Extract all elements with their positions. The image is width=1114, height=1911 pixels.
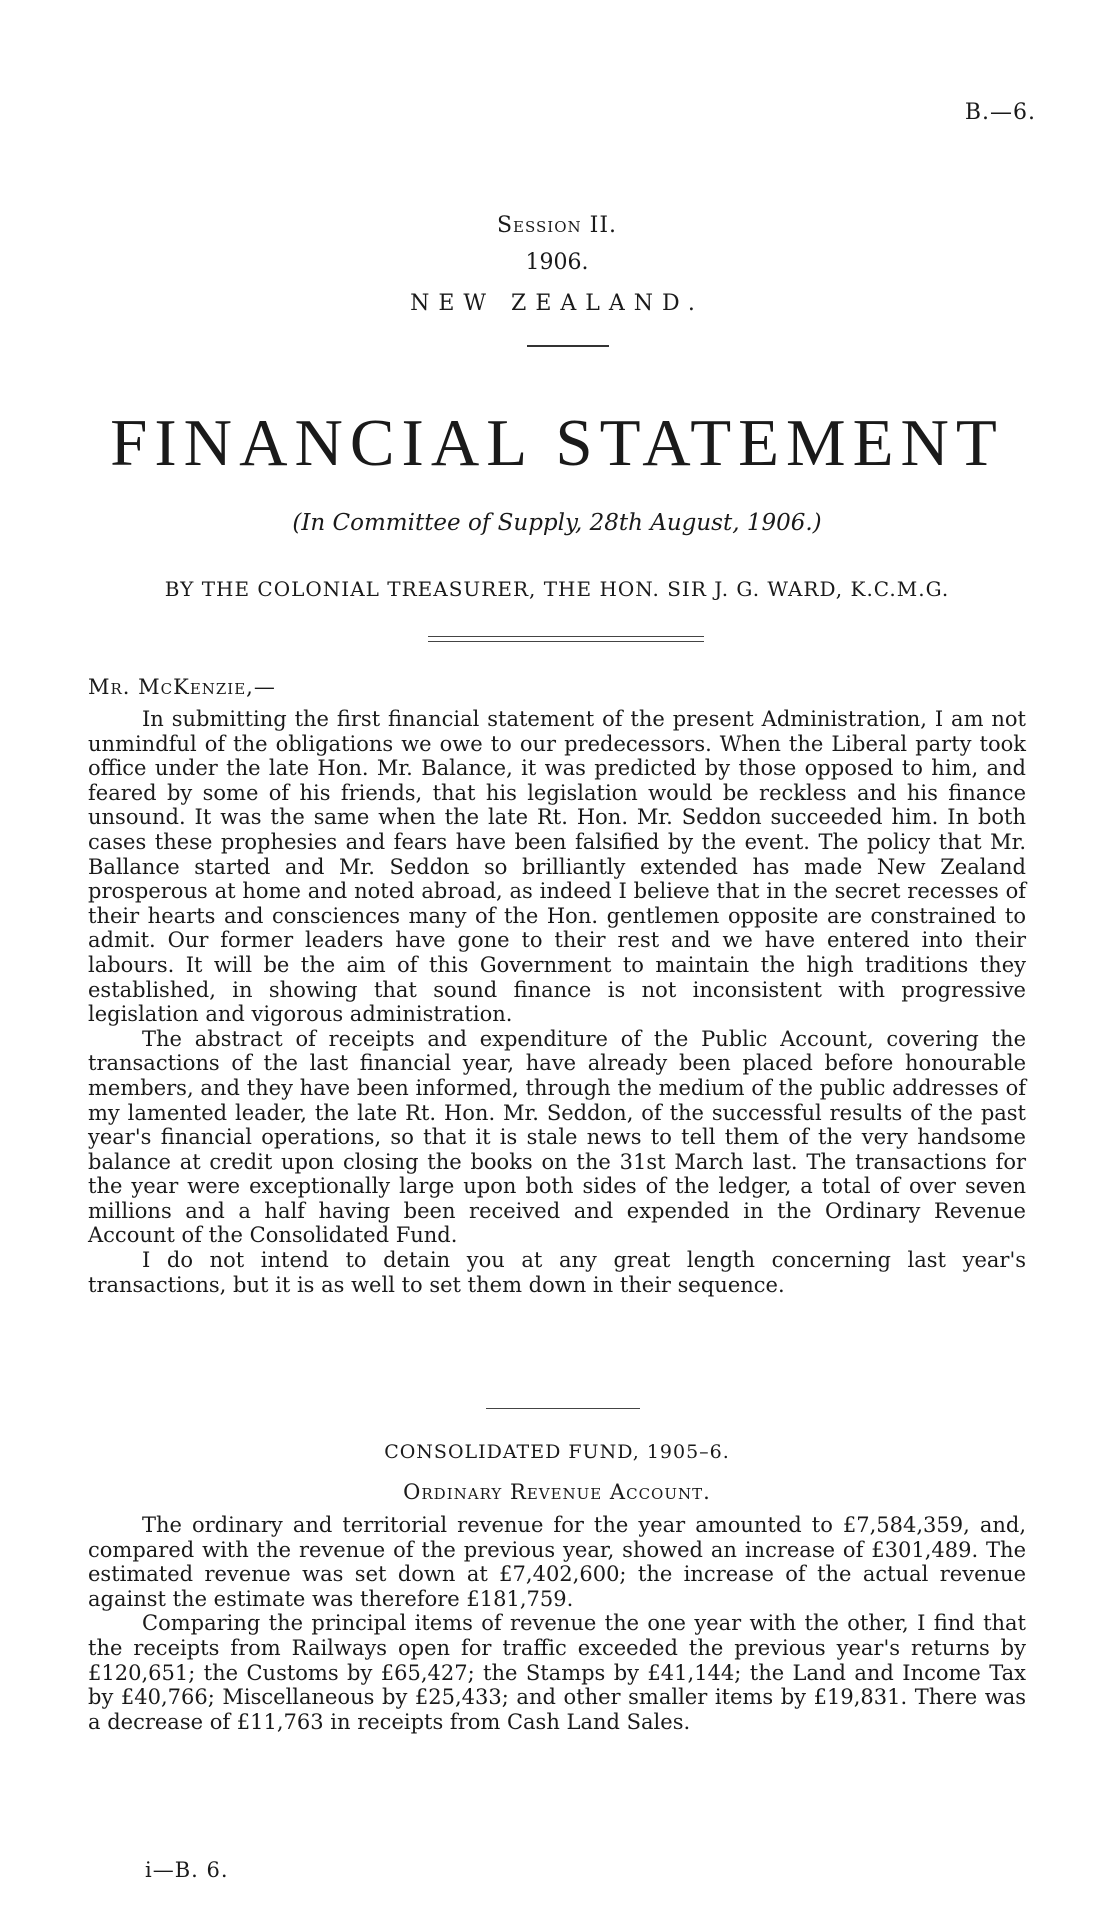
paragraph: The ordinary and territorial revenue for the year amounted to £7,584,359, and, compared with the revenue of the previous year, showed an increase of £301,489. The estimated revenue was set down at £7,402,600; the increase of the actual revenue against the estimate was therefore £181,759.: [88, 1513, 1026, 1611]
document-byline: BY THE COLONIAL TREASURER, THE HON. SIR J. G. WARD, K.C.M.G.: [164, 577, 950, 601]
year-label: 1906.: [525, 250, 589, 275]
footer-page-reference: i—B. 6.: [145, 1858, 229, 1882]
section-heading: CONSOLIDATED FUND, 1905–6.: [384, 1441, 730, 1463]
country-label: NEW ZEALAND.: [410, 291, 704, 316]
paragraph: In submitting the first financial statement of the present Administration, I am not unmindful of the obligations we owe to our predecessors. When the Liberal party took office under the late Hon. Mr. Balance, it was predicted by those opposed to him, and feared by some of his friends, that his legislation would be reckless and his finance unsound. It was the same when the late Rt. Hon. Mr. Seddon succeeded him. In both cases these prophesies and fears have been falsified by the event. The policy that Mr. Ballance started and Mr. Seddon so brilliantly extended has made New Zealand prosperous at home and noted abroad, as indeed I believe that in the secret recesses of their hearts and consciences many of the Hon. gentlemen opposite are constrained to admit. Our former leaders have gone to their rest and we have entered into their labours. It will be the aim of this Government to maintain the high traditions they established, in showing that sound finance is not inconsistent with progressive legislation and vigorous administration.: [88, 707, 1026, 1027]
section-subheading: Ordinary Revenue Account.: [403, 1480, 711, 1504]
page-reference: B.—6.: [964, 100, 1036, 125]
paragraph: The abstract of receipts and expenditure of the Public Account, covering the transactions of the last financial year, have already been placed before honourable members, and they have been informed, through the medium of the public addresses of my lamented leader, the late Rt. Hon. Mr. Seddon, of the successful results of the past year's financial operations, so that it is stale news to tell them of the very handsome balance at credit upon closing the books on the 31st March last. The transactions for the year were exceptionally large upon both sides of the ledger, a total of over seven millions and a half having been received and expended in the Ordinary Revenue Account of the Consolidated Fund.: [88, 1026, 1026, 1248]
mid-divider: [486, 1408, 640, 1409]
short-divider: [527, 345, 609, 347]
session-label: Session II.: [496, 213, 618, 238]
document-title: FINANCIAL STATEMENT: [110, 406, 1004, 480]
document-subtitle: (In Committee of Supply, 28th August, 1906.): [292, 510, 822, 536]
paragraph: Comparing the principal items of revenue the one year with the other, I find that the receipts from Railways open for traffic exceeded the previous year's returns by £120,651; the Customs by £65,427; the Stamps by £41,144; the Land and Income Tax by £40,766; Miscellaneous by £25,433; and other smaller items by £19,831. There was a decrease of £11,763 in receipts from Cash Land Sales.: [88, 1611, 1026, 1734]
double-divider: [428, 636, 704, 642]
salutation: Mr. McKenzie,—: [88, 675, 276, 699]
body-text-revenue: [88, 1513, 1026, 1734]
body-text-intro: [88, 707, 1026, 1297]
paragraph: I do not intend to detain you at any great length concerning last year's transactions, but it is as well to set them down in their sequence.: [88, 1248, 1026, 1297]
